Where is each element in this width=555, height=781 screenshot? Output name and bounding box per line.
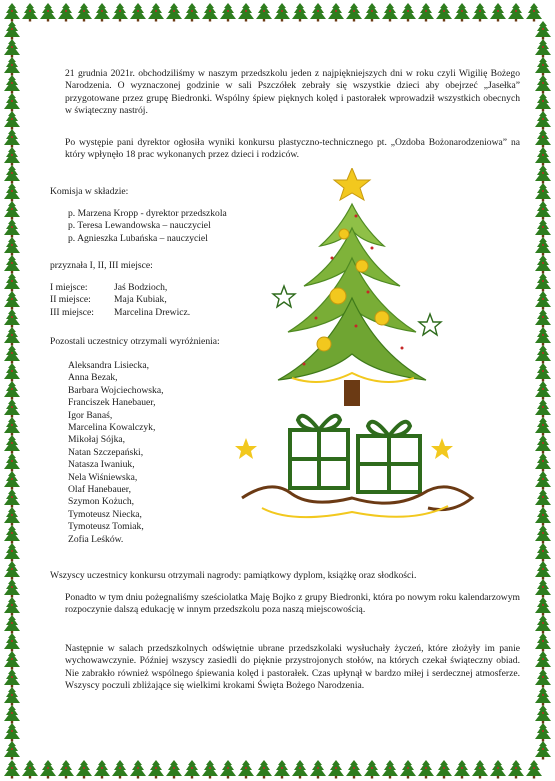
border-tree [472, 760, 488, 779]
border-tree [130, 3, 146, 22]
border-tree [4, 453, 20, 472]
base-swirl-gold [262, 506, 448, 517]
border-tree [436, 3, 452, 22]
border-tree [4, 687, 20, 706]
border-tree [202, 3, 218, 22]
border-tree [535, 381, 551, 400]
border-tree [4, 273, 20, 292]
border-tree [22, 760, 38, 779]
border-tree [166, 3, 182, 22]
border-tree [4, 615, 20, 634]
border-tree [4, 399, 20, 418]
border-tree [4, 201, 20, 220]
border-tree [472, 3, 488, 22]
border-tree [346, 3, 362, 22]
distinction-item: Tymoteusz Tomiak, [68, 521, 144, 533]
border-tree [535, 165, 551, 184]
christmas-tree-illustration [232, 168, 510, 563]
border-tree [4, 3, 20, 22]
border-tree [535, 705, 551, 724]
border-tree [508, 760, 524, 779]
border-tree [40, 3, 56, 22]
distinction-item: Zofia Leśków. [68, 533, 124, 545]
commission-label: Komisja w składzie: [50, 186, 129, 197]
border-tree [346, 760, 362, 779]
distinction-item: Igor Banaś, [68, 409, 113, 421]
place-winner: Maja Kubiak, [114, 294, 167, 306]
border-tree [535, 489, 551, 508]
border-tree [202, 760, 218, 779]
border-tree [535, 237, 551, 256]
border-tree [4, 57, 20, 76]
places-list [50, 282, 190, 319]
border-tree [508, 3, 524, 22]
border-tree [4, 579, 20, 598]
border-tree [4, 543, 20, 562]
border-tree [535, 39, 551, 58]
commission-member: p. Agnieszka Lubańska – nauczyciel [68, 232, 208, 244]
border-tree [535, 309, 551, 328]
border-tree [454, 3, 470, 22]
border-tree [535, 723, 551, 742]
place-winner: Marcelina Drewicz. [114, 306, 191, 318]
border-tree [4, 633, 20, 652]
border-tree [274, 3, 290, 22]
contest-paragraph: Po występie pani dyrektor ogłosiła wyniki konkursu plastyczno-technicznego pt. „Ozdoba Bożonarodzeniowa” na który wpłynęło 18 prac wykonanych przez dzieci i rodziców. [65, 137, 520, 161]
distinction-item: Nela Wiśniewska, [68, 471, 138, 483]
border-tree [238, 760, 254, 779]
border-tree [535, 57, 551, 76]
border-tree [4, 21, 20, 40]
border-tree [535, 255, 551, 274]
border-tree [535, 579, 551, 598]
border-tree [535, 111, 551, 130]
border-tree [382, 3, 398, 22]
border-tree [535, 651, 551, 670]
place-row [50, 282, 190, 294]
distinction-item: Olaf Hanebauer, [68, 484, 132, 496]
border-tree [4, 561, 20, 580]
border-tree [535, 435, 551, 454]
border-tree [4, 111, 20, 130]
border-tree [535, 417, 551, 436]
border-tree [382, 760, 398, 779]
place-row [50, 307, 190, 319]
border-tree [535, 669, 551, 688]
small-star-right [419, 314, 441, 335]
border-tree [4, 651, 20, 670]
border-tree [130, 760, 146, 779]
border-tree [535, 525, 551, 544]
distinction-item: Anna Bezak, [68, 372, 118, 384]
farewell-paragraph: Ponadto w tym dniu pożegnaliśmy sześciolatka Maję Bojko z grupy Biedronki, która po nowym roku kalendarzowym rozpoczynie dalszą edukację w innym przedszkolu poza naszą miejscowością. [65, 592, 520, 616]
border-tree [310, 760, 326, 779]
border-tree [364, 3, 380, 22]
border-tree [328, 760, 344, 779]
border-tree [436, 760, 452, 779]
border-tree [148, 760, 164, 779]
place-label: I miejsce: [50, 282, 88, 293]
gift-right [358, 422, 420, 492]
distinction-item: Natan Szczepański, [68, 446, 144, 458]
tree-top-star [334, 168, 370, 200]
border-tree [4, 705, 20, 724]
border-tree [256, 3, 272, 22]
border-tree [526, 760, 542, 779]
border-tree [526, 3, 542, 22]
border-tree [310, 3, 326, 22]
border-tree [535, 561, 551, 580]
place-label: III miejsce: [50, 306, 94, 318]
border-tree [535, 471, 551, 490]
border-tree [535, 615, 551, 634]
border-tree [4, 760, 20, 779]
border-tree [4, 669, 20, 688]
border-tree [418, 760, 434, 779]
border-tree [94, 3, 110, 22]
border-tree [76, 3, 92, 22]
border-tree [4, 525, 20, 544]
border-tree [4, 183, 20, 202]
border-tree [4, 255, 20, 274]
border-tree [4, 417, 20, 436]
border-tree [292, 3, 308, 22]
border-tree [535, 273, 551, 292]
border-tree [76, 760, 92, 779]
border-tree [400, 760, 416, 779]
border-tree [4, 489, 20, 508]
border-tree [535, 327, 551, 346]
border-tree [238, 3, 254, 22]
border-tree [274, 760, 290, 779]
border-tree [4, 237, 20, 256]
border-tree [4, 507, 20, 526]
border-tree [454, 760, 470, 779]
distinction-item: Aleksandra Lisiecka, [68, 360, 149, 371]
border-tree [490, 3, 506, 22]
border-tree [94, 760, 110, 779]
border-tree [535, 183, 551, 202]
distinction-item: Mikołaj Sójka, [68, 434, 126, 446]
border-tree [328, 3, 344, 22]
small-star-gold-left [235, 438, 257, 459]
commission-member: p. Teresa Lewandowska – nauczyciel [68, 220, 211, 232]
distinctions-label: Pozostali uczestnicy otrzymali wyróżnienia: [50, 336, 220, 347]
border-tree [535, 291, 551, 310]
tree-trunk [344, 380, 360, 406]
border-tree [535, 453, 551, 472]
border-tree [58, 3, 74, 22]
border-tree [418, 3, 434, 22]
border-tree [4, 723, 20, 742]
border-tree [4, 327, 20, 346]
border-tree [184, 760, 200, 779]
border-tree [535, 363, 551, 382]
border-tree [4, 381, 20, 400]
border-tree [112, 3, 128, 22]
border-tree [22, 3, 38, 22]
border-tree [4, 147, 20, 166]
distinction-item: Franciszek Hanebauer, [68, 397, 156, 409]
border-tree [292, 760, 308, 779]
border-tree [4, 435, 20, 454]
border-tree [364, 760, 380, 779]
border-tree [40, 760, 56, 779]
distinction-item: Barbara Wojciechowska, [68, 384, 164, 396]
distinction-item: Szymon Kożuch, [68, 496, 135, 508]
border-tree [4, 309, 20, 328]
commission-member: p. Marzena Kropp - dyrektor przedszkola [68, 208, 227, 219]
awarded-label: przyznała I, II, III miejsce: [50, 260, 153, 271]
border-tree [4, 165, 20, 184]
border-tree [535, 219, 551, 238]
border-tree [4, 93, 20, 112]
small-star-gold-right [431, 438, 453, 459]
tree-tier-4 [278, 298, 426, 380]
border-tree [535, 129, 551, 148]
place-label: II miejsce: [50, 294, 91, 306]
distinction-item: Tymoteusz Niecka, [68, 508, 142, 520]
border-tree [4, 363, 20, 382]
border-tree [4, 39, 20, 58]
border-tree [220, 760, 236, 779]
distinction-item: Natasza Iwaniuk, [68, 459, 135, 471]
border-tree [535, 507, 551, 526]
border-tree [256, 760, 272, 779]
border-tree [535, 597, 551, 616]
border-tree [535, 687, 551, 706]
border-tree [400, 3, 416, 22]
border-tree [4, 219, 20, 238]
place-row [50, 294, 190, 306]
border-tree [535, 93, 551, 112]
border-tree [490, 760, 506, 779]
border-tree [112, 760, 128, 779]
prizes-paragraph: Wszyscy uczestnicy konkursu otrzymali nagrody: pamiątkowy dyplom, książkę oraz słodkości. [50, 570, 417, 581]
small-star-left [273, 286, 295, 307]
border-tree [148, 3, 164, 22]
border-tree [535, 75, 551, 94]
border-tree [4, 345, 20, 364]
border-tree [4, 471, 20, 490]
gift-left [290, 416, 348, 488]
border-tree [4, 291, 20, 310]
border-tree [535, 201, 551, 220]
celebration-paragraph: Następnie w salach przedszkolnych odświętnie ubrane przedszkolaki wysłuchały życzeń, które złożyły im panie wychowawczynie. Później wszyscy zasiedli do pięknie przystrojonych stołów, na których czekał świąteczny obiad. Nie zabrakło również wspólnego śpiewania kolęd i pastorałek. Czas upłynął w bardzo miłej i serdecznej atmosferze. Wszyscy poczuli zbliżające się wielkimi krokami Święta Bożego Narodzenia. [65, 643, 520, 692]
border-tree [220, 3, 236, 22]
border-tree [4, 597, 20, 616]
border-tree [535, 543, 551, 562]
border-tree [4, 741, 20, 760]
border-tree [535, 147, 551, 166]
border-tree [184, 3, 200, 22]
border-tree [535, 345, 551, 364]
border-tree [535, 633, 551, 652]
border-tree [4, 129, 20, 148]
border-tree [535, 399, 551, 418]
border-tree [4, 75, 20, 94]
distinction-item: Marcelina Kowalczyk, [68, 422, 156, 434]
border-tree [58, 760, 74, 779]
border-tree [535, 21, 551, 40]
border-tree [166, 760, 182, 779]
border-tree [535, 741, 551, 760]
place-winner: Jaś Bodzioch, [114, 282, 168, 293]
intro-paragraph: 21 grudnia 2021r. obchodziliśmy w naszym przedszkolu jeden z najpiękniejszych dni w roku czyli Wigilię Bożego Narodzenia. O wyznaczonej godzinie w sali Pszczółek zebrały się wszystkie dzieci aby obejrzeć „Jasełka” przygotowane przez grupę Biedronki. Wspólny śpiew pięknych kolęd i pastorałek wprowadził wszystkich obecnych w świąteczny nastrój. [65, 68, 520, 117]
